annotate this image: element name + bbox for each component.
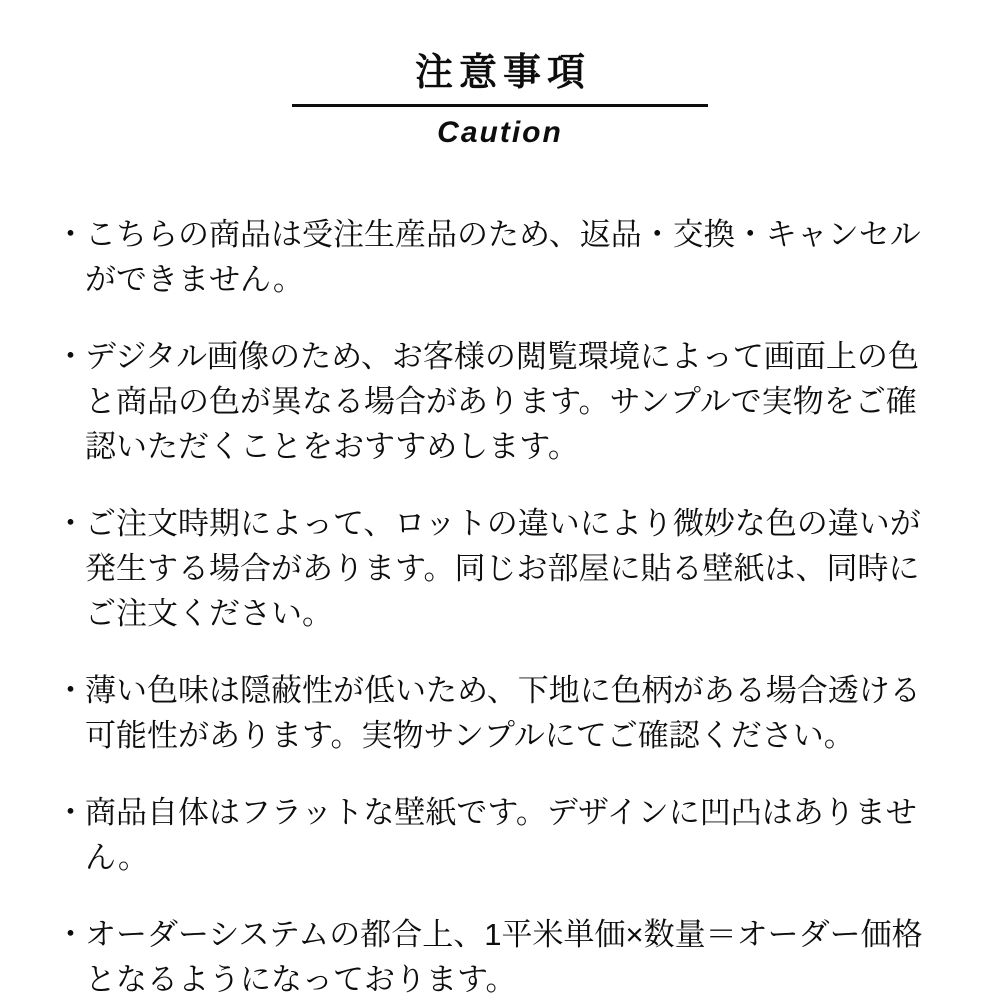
bullet-icon: ・ [55, 795, 86, 830]
bullet-icon: ・ [55, 339, 86, 374]
list-item [55, 501, 945, 636]
page-subtitle: Caution [437, 116, 563, 149]
list-item-text: 商品自体はフラットな壁紙です。デザインに凹凸はありません。 [85, 795, 917, 875]
list-item [55, 668, 945, 758]
list-item [55, 912, 945, 1002]
bullet-icon: ・ [55, 673, 86, 708]
list-item [55, 790, 945, 880]
list-item-text: ご注文時期によって、ロットの違いにより微妙な色の違いが発生する場合があります。同じお部屋に貼る壁紙は、同時にご注文ください。 [85, 506, 921, 631]
list-item [55, 212, 945, 302]
list-item-text: デジタル画像のため、お客様の閲覧環境によって画面上の色と商品の色が異なる場合があります。サンプルで実物をご確認いただくことをおすすめします。 [85, 339, 919, 464]
list-item [55, 334, 945, 469]
bullet-icon: ・ [55, 217, 86, 252]
title-divider [292, 104, 708, 107]
bullet-icon: ・ [55, 917, 86, 952]
bullet-icon: ・ [55, 506, 86, 541]
page-title: 注意事項 [414, 52, 591, 94]
caution-list [55, 212, 945, 1002]
page-header [55, 52, 945, 151]
list-item-text: こちらの商品は受注生産品のため、返品・交換・キャンセルができません。 [85, 217, 921, 297]
list-item-text: オーダーシステムの都合上、1平米単価×数量＝オーダー価格となるようになっております。 [85, 917, 923, 997]
list-item-text: 薄い色味は隠蔽性が低いため、下地に色柄がある場合透ける可能性があります。実物サンプルにてご確認ください。 [85, 673, 921, 753]
